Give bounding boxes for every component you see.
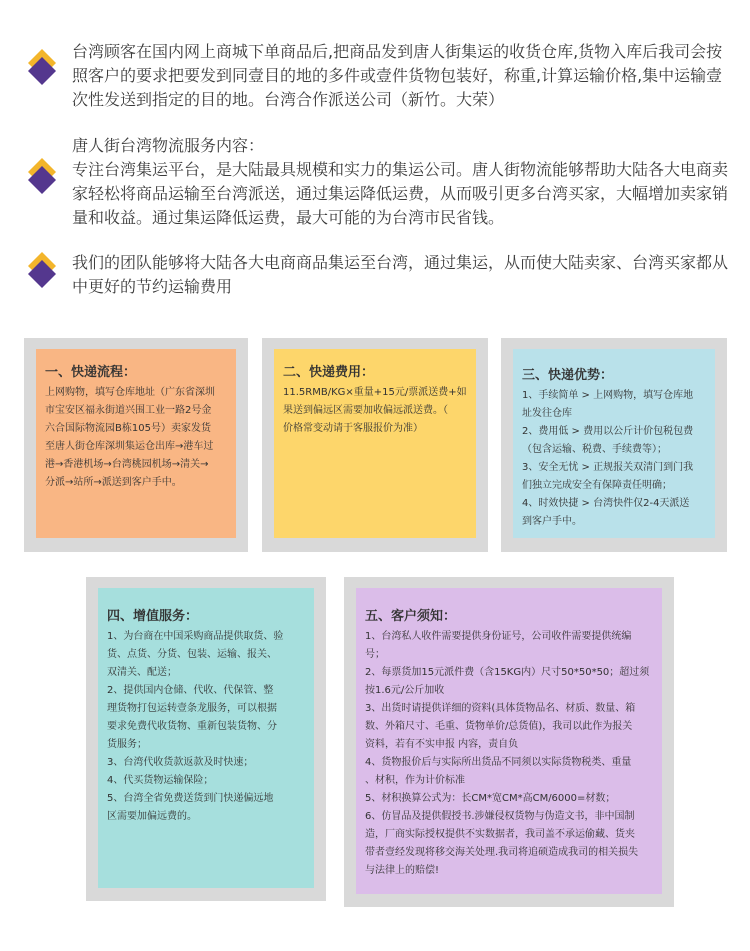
card-line: 1、手续简单 > 上网购物，填写仓库地	[522, 390, 694, 401]
intro-text-1: 台湾顾客在国内网上商城下单商品后,把商品发到唐人街集运的收货仓库,货物入库后我司会按照客户的要求把要发到同壹目的地的多件或壹件货物包装好，称重,计算运输价格,集中运输壹次性发送到指定的目的地。台湾合作派送公司（新竹。大荣）	[72, 42, 723, 109]
card-line: 要求免费代收货物、重新包装货物、分	[107, 721, 277, 732]
diamond-bullet-icon	[24, 156, 64, 196]
card-shipping-fee	[274, 349, 476, 538]
card-line: 3、出货时请提供详细的资料(具体货物品名、材质、数量、箱	[365, 703, 636, 714]
card-line: （包含运输、税费、手续费等）；	[522, 444, 667, 455]
card-line: 与法律上的赔偿!	[365, 865, 440, 876]
intro-title-2: 唐人街台湾物流服务内容：	[72, 136, 265, 155]
intro-paragraph-1	[72, 40, 732, 112]
card-shipping-flow	[36, 349, 236, 538]
card-line: 至唐人街仓库深圳集运仓出库→港车过	[45, 441, 214, 452]
card-line: 双清关、配送；	[107, 667, 177, 678]
card-line: 带者壹经发现将移交海关处理.我司将追硕造成我司的相关损失	[365, 847, 639, 858]
card-value-added	[98, 588, 314, 888]
diamond-bullet-icon	[24, 47, 64, 87]
card-line: 1、为台商在中国采购商品提供取货、验	[107, 631, 284, 642]
intro-paragraph-2	[72, 134, 732, 230]
card-line: 5、材积换算公式为：长CM*宽CM*高CM/6000=材数；	[365, 793, 616, 804]
card-customer-notice	[356, 588, 662, 894]
card-line: 3、台湾代收货款返款及时快速；	[107, 757, 254, 768]
card-line: 2、每票货加15元派件费（含15KG内）尺寸50*50*50；超过须	[365, 667, 650, 678]
intro-text-3: 我们的团队能够将大陆各大电商商品集运至台湾，通过集运，从而使大陆卖家、台湾买家都从中更好的节约运输费用	[72, 253, 729, 296]
card-line: 理货物打包运转壹条龙服务，可以根据	[107, 703, 277, 714]
card-line: 4、代买货物运输保险；	[107, 775, 214, 786]
card-title: 一、快递流程：	[45, 365, 137, 380]
card-line: 六合国际物流园B栋105号）卖家发货	[45, 423, 211, 434]
card-line: 数、外箱尺寸、毛重、货物单价/总货值)，我司以此作为报关	[365, 721, 633, 732]
card-line: 5、台湾全省免费送货到门快递偏远地	[107, 793, 274, 804]
card-line: 按1.6元/公斤加收	[365, 685, 445, 696]
card-line: 们独立完成安全有保障责任明确；	[522, 480, 672, 491]
diamond-bullet-icon	[24, 250, 64, 290]
card-title: 三、快递优势：	[522, 368, 614, 383]
card-line: 1、台湾私人收件需要提供身份证号，公司收件需要提供统编	[365, 631, 632, 642]
card-line: 港→香港机场→台湾桃园机场→清关→	[45, 459, 209, 470]
card-title: 二、快递费用：	[283, 365, 375, 380]
card-line: 号；	[365, 649, 385, 660]
card-line: 11.5RMB/KG×重量+15元/票派送费+如	[283, 387, 467, 398]
card-line: 2、费用低 > 费用以公斤计价包税包费	[522, 426, 694, 437]
card-line: 区需要加偏远费的。	[107, 811, 197, 822]
card-line: 货、点货、分货、包装、运输、报关、	[107, 649, 277, 660]
card-line: 6、仿冒品及提供假授书.涉嫌侵权货物与伪造文书，非中国制	[365, 811, 635, 822]
card-line: 价格常变动请于客服报价为准）	[283, 423, 423, 434]
card-title: 四、增值服务：	[107, 609, 199, 624]
card-line: 3、安全无忧 > 正规报关双清门到门我	[522, 462, 694, 473]
card-line: 市宝安区福永街道兴围工业一路2号金	[45, 405, 212, 416]
card-line: 2、提供国内仓储、代收、代保管、整	[107, 685, 274, 696]
card-line: 果送到偏远区需要加收偏远派送费。（	[283, 405, 448, 416]
card-line: 货服务；	[107, 739, 147, 750]
card-shipping-advantage	[513, 349, 715, 538]
card-line: 到客户手中。	[522, 516, 582, 527]
card-line: 4、货物报价后与实际所出货品不同须以实际货物税类、重量	[365, 757, 632, 768]
intro-text-2: 专注台湾集运平台，是大陆最具规模和实力的集运公司。唐人街物流能够帮助大陆各大电商卖家轻松将商品运输至台湾派送，通过集运降低运费，从而吸引更多台湾买家，大幅增加卖家销量和收益。通过集运降低运费，最大可能的为台湾市民省钱。	[72, 160, 729, 227]
card-line: 造，厂商实际授权提供不实数据者，我司盖不承运偷藏、货夹	[365, 829, 635, 840]
intro-paragraph-3	[72, 251, 732, 299]
card-line: 址发往仓库	[522, 408, 572, 419]
card-line: 、材积，作为计价标准	[365, 775, 465, 786]
card-title: 五、客户须知：	[365, 609, 457, 624]
card-line: 资料，若有不实申报 内容，责自负	[365, 739, 519, 750]
card-line: 上网购物，填写仓库地址（广东省深圳	[45, 387, 215, 398]
card-line: 4、时效快捷 > 台湾快件仅2-4天派送	[522, 498, 690, 509]
card-line: 分派→站所→派送到客户手中。	[45, 477, 182, 488]
